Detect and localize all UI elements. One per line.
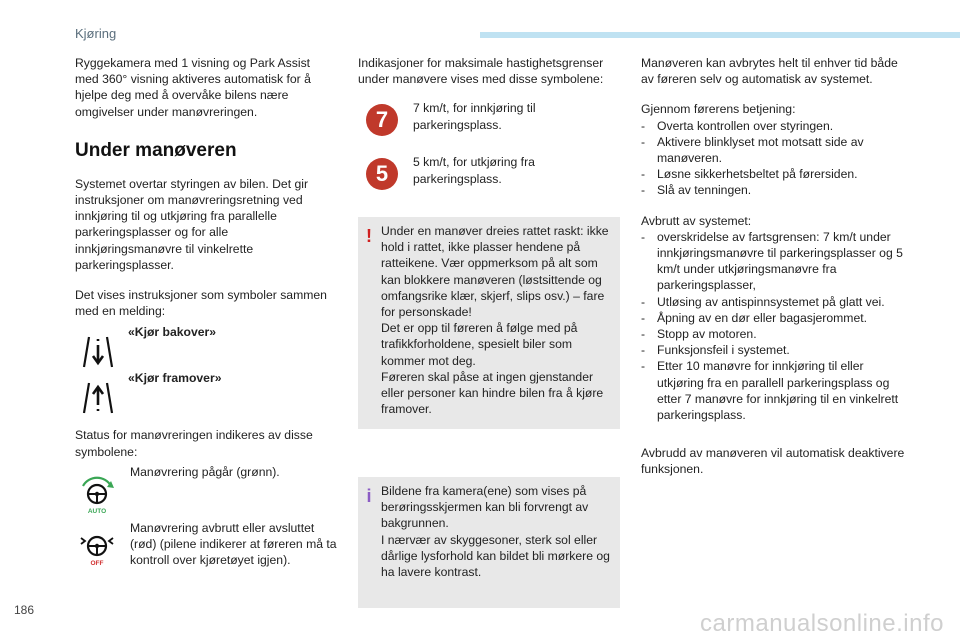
symbol-reverse	[75, 327, 337, 367]
column-right	[641, 55, 911, 478]
info-text: Bildene fra kamera(ene) som vises på berøringsskjermen kan bli forvrengt av bakgrunnen. I nærvær av skyggesoner, sterk sol eller dårlige lysforhold kan bildet bli mørkere og ha lavere kontrast.	[381, 484, 610, 580]
list-item: - Stopp av motoren.	[641, 326, 911, 342]
list-item: - Etter 10 manøvre for innkjøring til eller utkjøring fra en parallell parkeringsplass og etter 7 manøvre for innkjøring til en vinkelrett parkeringsplass.	[641, 358, 911, 423]
intro-paragraph: Ryggekamera med 1 visning og Park Assist med 360° visning aktiveres automatisk for å hjelpe deg med å overvåke bilens nære omgivelser under manøvreringen.	[75, 56, 311, 119]
status-aborted	[75, 520, 337, 569]
speed-limit-7	[358, 98, 620, 148]
warning-text: Under en manøver dreies rattet raskt: ikke hold i rattet, ikke plasser hendene på ratteikene. Vær oppmerksom på alt som kan blokkere manøveren (løstsittende og omfangsrike klær, skjerf, slips osv.) – fare for personskade! Det er opp til føreren å følge med på trafikkforholdene, spesielt biler som kommer mot deg. Føreren skal påse at ingen gjenstander eller personer kan hindre bilen fra å kjøre framover.	[381, 224, 609, 417]
status-paragraph: Status for manøvreringen indikeres av disse symbolene:	[75, 428, 313, 459]
list-item: - Utløsing av antispinnsystemet på glatt vei.	[641, 294, 911, 310]
system-list	[641, 229, 911, 423]
speed-intro: Indikasjoner for maksimale hastighetsgrenser under manøvere vises med disse symbolene:	[358, 56, 604, 87]
list-item: - Overta kontrollen over styringen.	[641, 118, 911, 134]
list-item: - Slå av tenningen.	[641, 182, 911, 198]
forward-label: «Kjør framover»	[128, 371, 222, 386]
speed-5-icon: 5	[366, 158, 398, 190]
driver-list	[641, 118, 911, 199]
list-item: - Aktivere blinklyset mot motsatt side av manøveren.	[641, 134, 911, 166]
symbol-forward	[75, 373, 337, 413]
warning-box	[358, 217, 620, 429]
header-bar	[480, 32, 960, 38]
info-icon: i	[366, 486, 372, 506]
off-icon-label: OFF	[90, 559, 104, 567]
reverse-arrow-icon	[78, 335, 118, 369]
deactivate-paragraph: Avbrudd av manøveren vil automatisk deaktivere funksjonen.	[641, 446, 905, 477]
auto-icon-label: AUTO	[87, 507, 107, 514]
column-left	[75, 55, 337, 568]
speed-7-icon: 7	[366, 104, 398, 136]
speed-limit-5	[358, 152, 620, 202]
instructions-paragraph: Det vises instruksjoner som symboler sammen med en melding:	[75, 288, 327, 319]
list-item: - Funksjonsfeil i systemet.	[641, 342, 911, 358]
reverse-label: «Kjør bakover»	[128, 325, 217, 340]
status-red-text: Manøvrering avbrutt eller avsluttet (rød) (pilene indikerer at føreren må ta kontroll over kjøretøyet igjen).	[130, 520, 337, 568]
list-item: - overskridelse av fartsgrensen: 7 km/t under innkjøringsmanøvre til parkeringsplasser og 5 km/t under utkjøringsmanøvre fra parkeringsplasser,	[641, 229, 911, 294]
watermark: carmanualsonline.info	[700, 610, 944, 637]
page-number: 186	[14, 603, 35, 617]
driver-heading: Gjennom førerens betjening:	[641, 102, 796, 117]
speed-5-text: 5 km/t, for utkjøring fra parkeringsplass.	[413, 155, 535, 186]
steering-wheel-auto-icon	[75, 474, 119, 514]
forward-arrow-icon	[78, 381, 118, 415]
steering-wheel-off-icon	[75, 528, 119, 568]
status-green-text: Manøvrering pågår (grønn).	[130, 464, 280, 479]
warning-icon: !	[366, 226, 372, 246]
list-item: - Løsne sikkerhetsbeltet på førersiden.	[641, 166, 911, 182]
abort-intro: Manøveren kan avbrytes helt til enhver tid både av føreren selv og automatisk av systemet.	[641, 56, 898, 87]
column-middle	[358, 55, 620, 206]
section-label: Kjøring	[75, 26, 117, 41]
list-item: - Åpning av en dør eller bagasjerommet.	[641, 310, 911, 326]
info-box	[358, 477, 620, 608]
speed-7-text: 7 km/t, for innkjøring til parkeringsplass.	[413, 101, 536, 132]
system-paragraph: Systemet overtar styringen av bilen. Det gir instruksjoner om manøvreringsretning ved innkjøring til og utkjøring fra parallelle parkeringsplasser og for alle innkjøringsmanøvre til vinkelrette parkeringsplasser.	[75, 176, 309, 272]
section-heading: Under manøveren	[75, 139, 237, 161]
status-in-progress	[75, 464, 337, 520]
system-heading: Avbrutt av systemet:	[641, 213, 752, 228]
